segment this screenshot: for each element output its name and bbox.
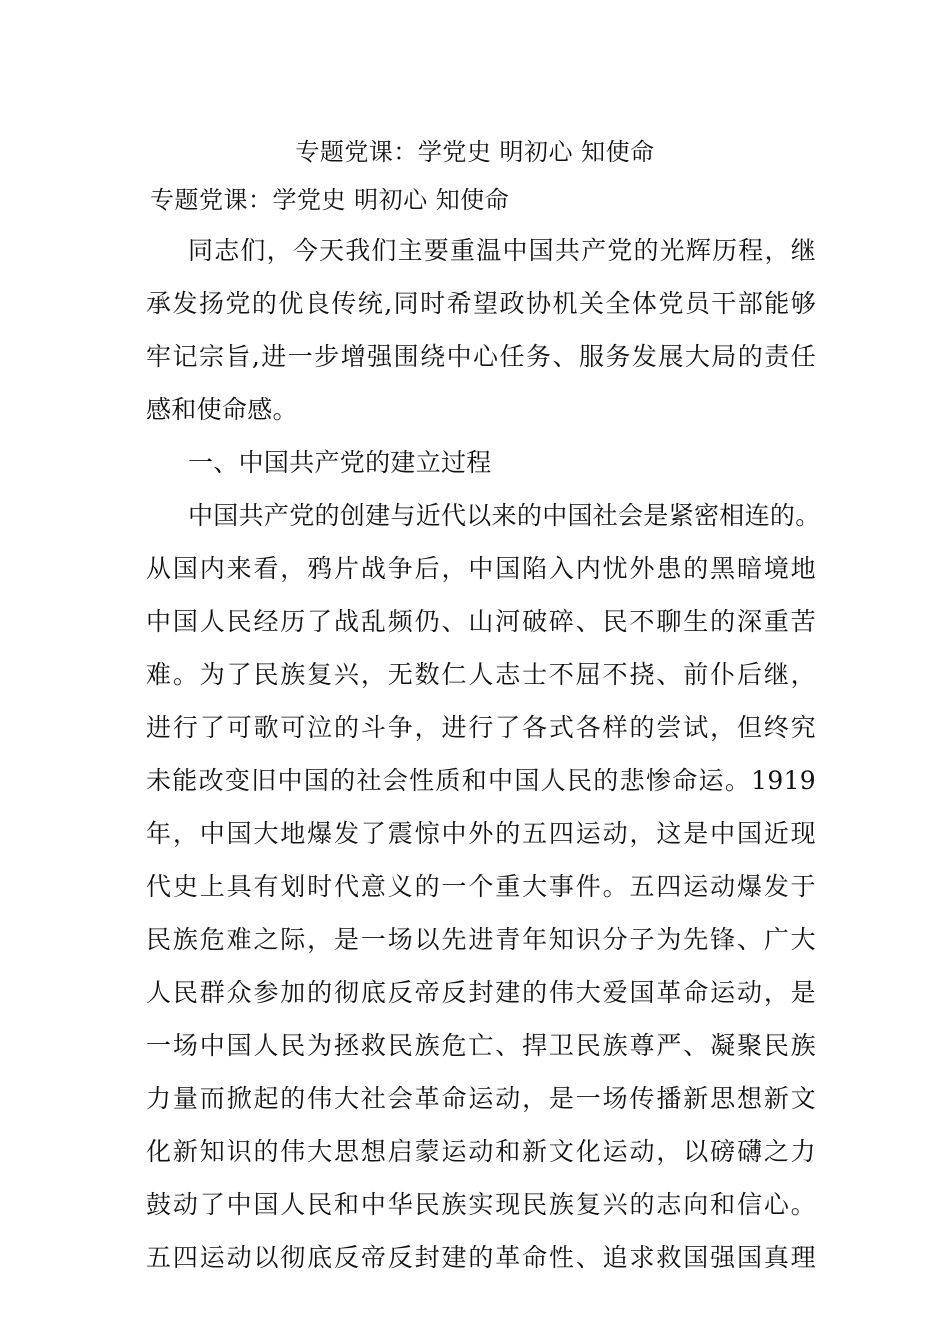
body-line: 年，中国大地爆发了震惊中外的五四运动，这是中国近现: [146, 819, 816, 848]
body-line: 感和使命感。: [146, 395, 298, 424]
body-line: 从国内来看，鸦片战争后，中国陷入内忧外患的黑暗境地: [146, 554, 816, 583]
body-line: 牢记宗旨,进一步增强围绕中心任务、服务发展大局的责任: [146, 342, 816, 371]
body-line: 民族危难之际，是一场以先进青年知识分子为先锋、广大: [146, 925, 816, 954]
body-line: 化新知识的伟大思想启蒙运动和新文化运动，以磅礴之力: [146, 1137, 816, 1166]
body-text: [146, 228, 821, 1288]
document-title: 专题党课：学党史 明初心 知使命: [295, 138, 655, 166]
body-line: 难。为了民族复兴，无数仁人志士不屈不挠、前仆后继，: [146, 660, 816, 689]
body-line: 一场中国人民为拯救民族危亡、捍卫民族尊严、凝聚民族: [146, 1031, 816, 1060]
body-line: 人民群众参加的彻底反帝反封建的伟大爱国革命运动，是: [146, 978, 816, 1007]
body-line: 五四运动以彻底反帝反封建的革命性、追求救国强国真理: [146, 1243, 816, 1272]
body-line: 中国人民经历了战乱频仍、山河破碎、民不聊生的深重苦: [146, 607, 816, 636]
body-line: 中国共产党的创建与近代以来的中国社会是紧密相连的。: [188, 501, 821, 530]
body-line: 同志们，今天我们主要重温中国共产党的光辉历程，继: [188, 236, 816, 265]
body-line: 力量而掀起的伟大社会革命运动，是一场传播新思想新文: [146, 1084, 816, 1113]
body-line: 承发扬党的优良传统,同时希望政协机关全体党员干部能够: [146, 289, 816, 318]
body-line: 进行了可歌可泣的斗争，进行了各式各样的尝试，但终究: [146, 713, 816, 742]
body-line: 未能改变旧中国的社会性质和中国人民的悲惨命运。1919: [146, 766, 816, 795]
body-line: 代史上具有划时代意义的一个重大事件。五四运动爆发于: [146, 872, 816, 901]
body-line: 鼓动了中国人民和中华民族实现民族复兴的志向和信心。: [146, 1190, 816, 1219]
document-subtitle: 专题党课：学党史 明初心 知使命: [150, 186, 510, 214]
body-line: 一、中国共产党的建立过程: [188, 448, 492, 477]
